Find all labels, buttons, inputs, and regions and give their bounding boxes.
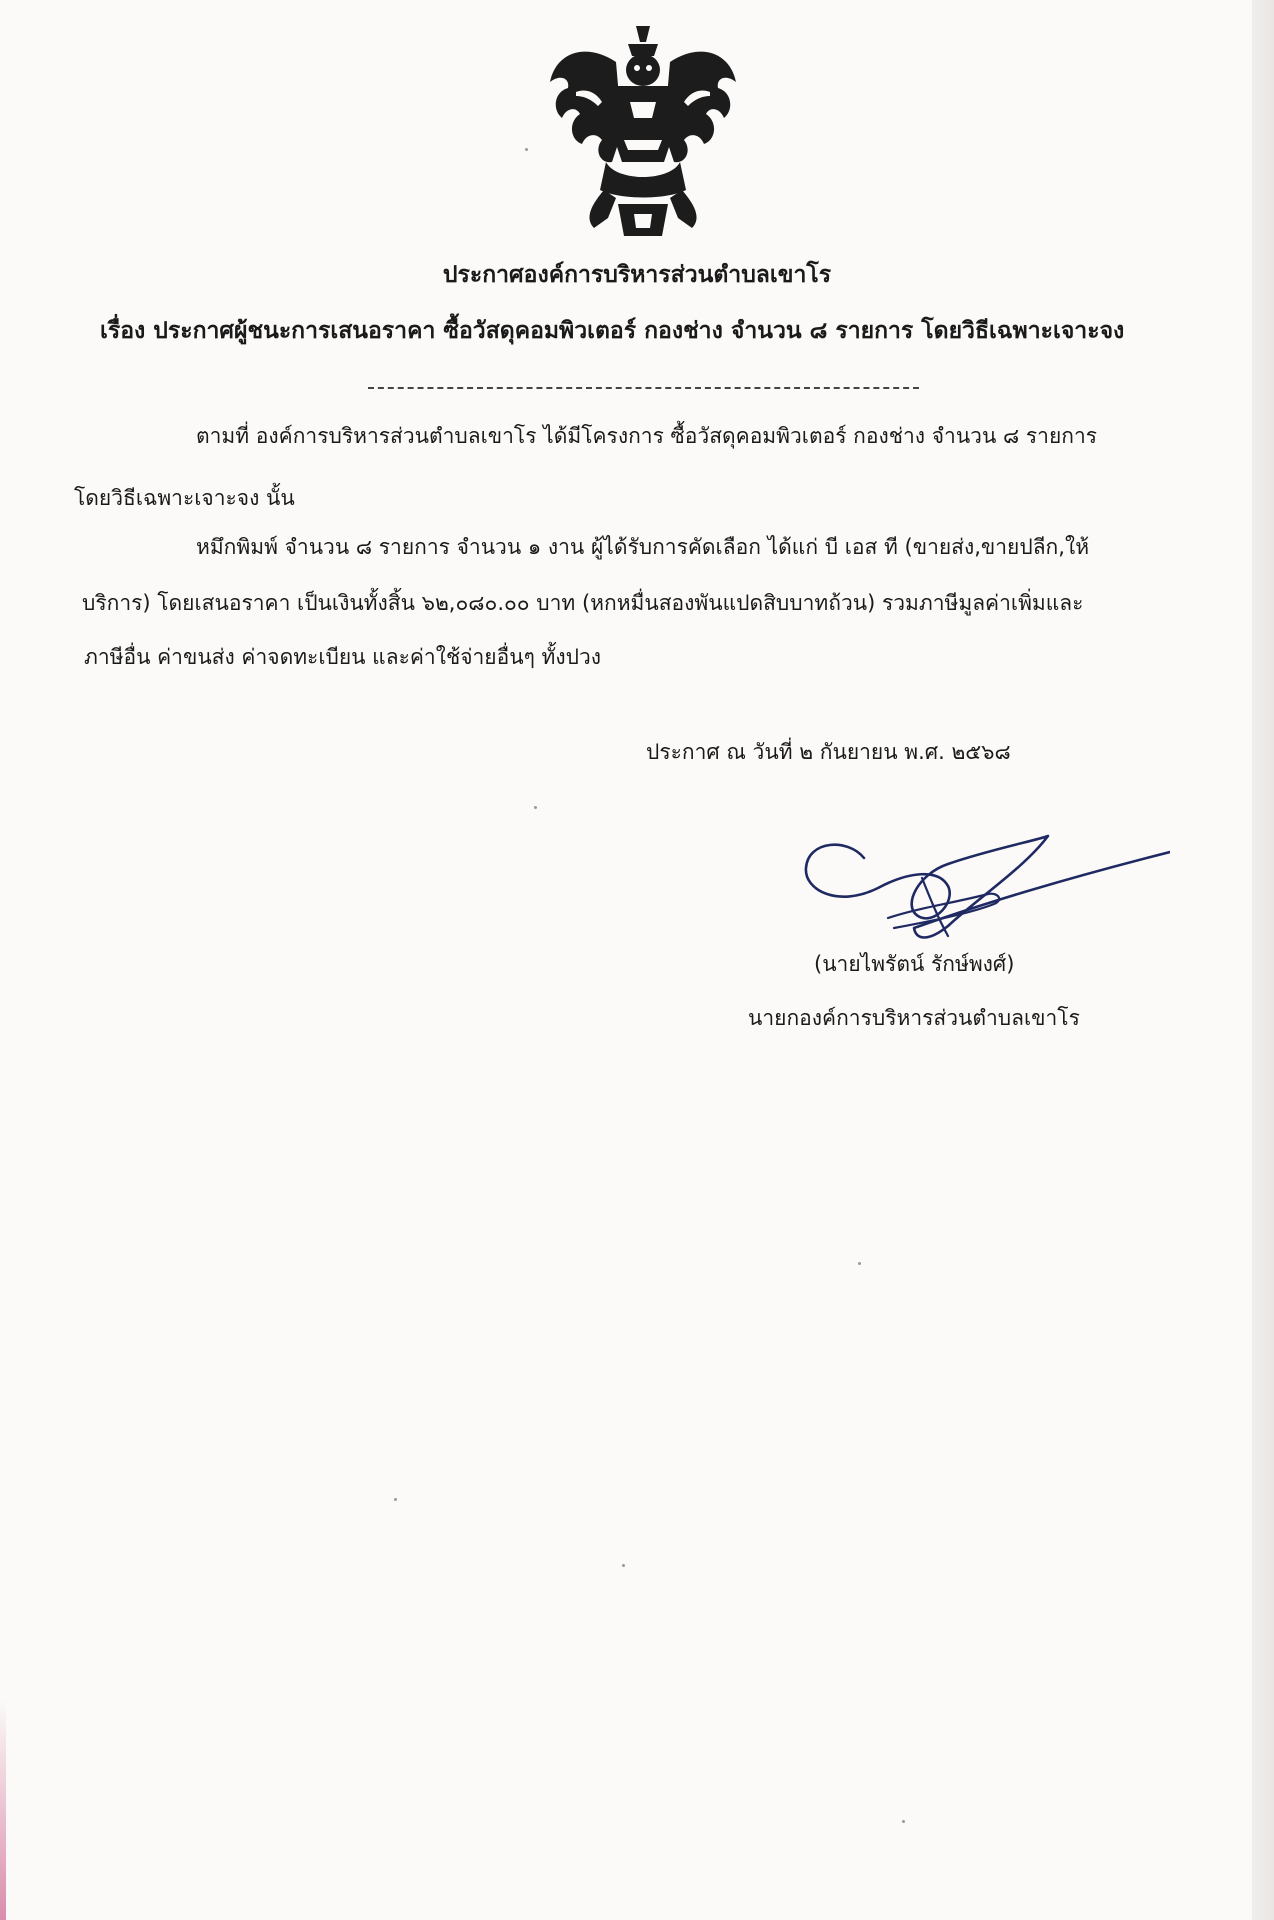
signature-icon [798,828,1170,948]
signer-position: นายกองค์การบริหารส่วนตำบลเขาโร [748,1006,1080,1030]
speck [534,806,537,809]
speck [525,148,528,151]
document-subject: เรื่อง ประกาศผู้ชนะการเสนอราคา ซื้อวัสดุคอมพิวเตอร์ กองช่าง จำนวน ๘ รายการ โดยวิธีเฉพาะเจาะจง [100,318,1125,344]
page-edge-right [1252,0,1274,1920]
announce-date: ประกาศ ณ วันที่ ๒ กันยายน พ.ศ. ๒๕๖๘ [646,740,1011,764]
body-para2-line3: ภาษีอื่น ค่าขนส่ง ค่าจดทะเบียน และค่าใช้จ่ายอื่นๆ ทั้งปวง [84,645,601,669]
signer-name: (นายไพรัตน์ รักษ์พงศ์) [814,952,1015,976]
body-para2-line2: บริการ) โดยเสนอราคา เป็นเงินทั้งสิ้น ๖๒,๐๘๐.๐๐ บาท (หกหมื่นสองพันแปดสิบบาทถ้วน) รวมภาษีมูลค่าเพิ่มและ [82,591,1084,615]
speck [858,1262,861,1265]
garuda-emblem-icon [546,22,740,242]
document-title: ประกาศองค์การบริหารส่วนตำบลเขาโร [442,262,832,288]
body-para1-line1: ตามที่ องค์การบริหารส่วนตำบลเขาโร ได้มีโครงการ ซื้อวัสดุคอมพิวเตอร์ กองช่าง จำนวน ๘ รายการ [196,424,1098,448]
speck [394,1498,397,1501]
body-para1-line2: โดยวิธีเฉพาะเจาะจง นั้น [74,486,295,510]
speck [622,1564,625,1567]
body-para2-line1: หมึกพิมพ์ จำนวน ๘ รายการ จำนวน ๑ งาน ผู้ได้รับการคัดเลือก ได้แก่ บี เอส ที (ขายส่ง,ขายปลีก,ให้ [196,535,1090,559]
page-edge-left [0,1700,6,1920]
speck [902,1820,905,1823]
title-separator [368,387,919,389]
